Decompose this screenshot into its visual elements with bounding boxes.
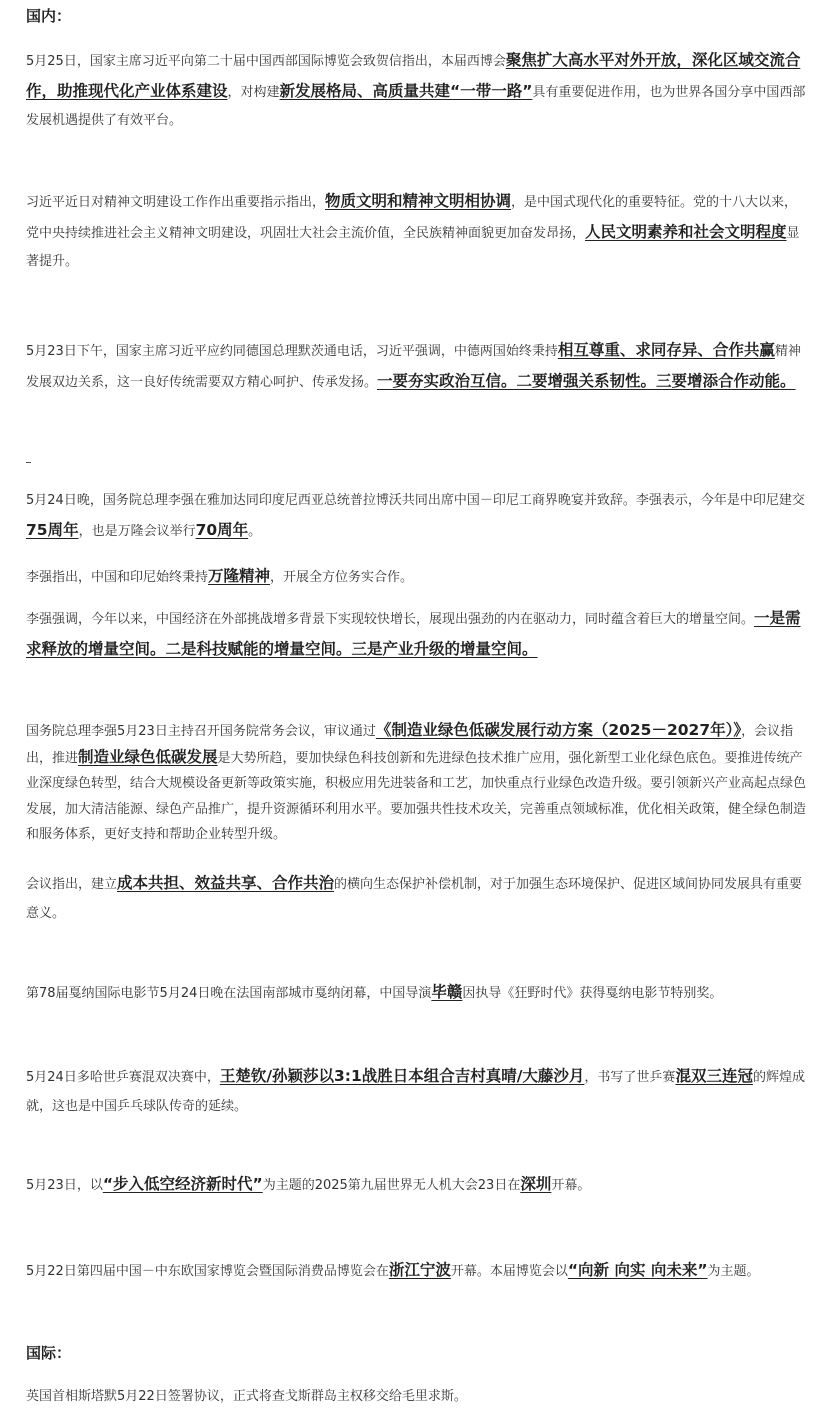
highlight-text: 一是需求释放的增量空间。二是科技赋能的增量空间。三是产业升级的增量空间。 — [26, 609, 801, 658]
text-run: 开幕。 — [551, 1178, 591, 1193]
text-run: ，开展全方位务实合作。 — [270, 570, 414, 585]
news-paragraph-bandung — [26, 562, 808, 593]
highlight-text: 毕赣 — [431, 983, 463, 1001]
text-run: 。 — [248, 523, 262, 539]
highlight-text: 70周年 — [195, 520, 249, 539]
text-run: 为主题。 — [707, 1264, 760, 1279]
highlight-text: 深圳 — [520, 1175, 552, 1193]
news-paragraph-xibo — [26, 46, 808, 136]
highlight-text: “向新 向实 向未来” — [567, 1261, 708, 1279]
text-run: 是大势所趋，要加快绿色科技创新和先进绿色技术推广应用，强化新型工业化绿色底色。要推进传统产业深度绿色转型，结合大规模设备更新等政策实施，积极应用先进装备和工艺，加快重点行业绿色改造升级。要引领新兴产业高起点绿色发展，加大清洁能源、绿色产品推广，提升资源循环利用水平。要加强共性技术攻关，完善重点领域标准，优化相关政策，健全绿色制造和服务体系，更好支持和帮助企业转型升级。 — [26, 750, 807, 842]
text-run: 习近平近日对精神文明建设工作作出重要指示指出， — [26, 195, 326, 210]
news-paragraph-eco-compensation — [26, 869, 808, 928]
text-run: 5月23日下午，国家主席习近平应约同德国总理默茨通电话，习近平强调，中德两国始终秉持 — [26, 344, 558, 359]
text-run: 5月23日，以 — [26, 1178, 103, 1193]
separator-dash — [26, 462, 31, 463]
text-run: 第78届戛纳国际电影节5月24日晚在法国南部城市戛纳闭幕，中国导演 — [26, 986, 432, 1001]
text-run: 开幕。本届博览会以 — [450, 1264, 568, 1279]
highlight-text: 人民文明素养和社会文明程度 — [585, 222, 787, 241]
text-run: 国务院总理李强5月23日主持召开国务院常务会议，审议通过 — [26, 724, 376, 739]
highlight-text: 万隆精神 — [208, 567, 271, 585]
news-paragraph-germany-call — [26, 336, 808, 397]
text-run: 的横向生态保护补偿机制，对于加强生态环境保护、促进区域间协同发展具有重要意义。 — [26, 877, 803, 921]
news-paragraph-drone-conference — [26, 1170, 808, 1201]
text-run: 英国首相斯塔默5月22日签署协议，正式将查戈斯群岛主权移交给毛里求斯。 — [26, 1389, 467, 1404]
text-run: 具有重要促进作用，也为世界各国分享中国西部发展机遇提供了有效平台。 — [26, 84, 806, 128]
section-heading-international: 国际： — [26, 1344, 72, 1362]
section-heading-domestic: 国内： — [26, 7, 72, 25]
highlight-text: “步入低空经济新时代” — [102, 1175, 263, 1193]
highlight-text: 混双三连冠 — [675, 1067, 753, 1085]
text-run: 为主题的2025第九届世界无人机大会23日在 — [262, 1178, 521, 1193]
highlight-text: 浙江宁波 — [388, 1261, 451, 1279]
text-run: ，对构建 — [227, 84, 280, 100]
news-paragraph-economy — [26, 604, 808, 665]
highlight-text: 成本共担、效益共享、合作共治 — [117, 874, 335, 892]
highlight-text: 一要夯实政治互信。二要增强关系韧性。三要增添合作动能。 — [377, 371, 796, 390]
text-run: ，是中国式现代化的重要特征。党的十八大以来，党中央持续推进社会主义精神文明建设，巩固壮大社会主流价值，全民族精神面貌更加奋发昂扬， — [26, 195, 798, 241]
news-paragraph-cee-expo — [26, 1256, 808, 1287]
highlight-text: 相互尊重、求同存异、合作共赢 — [557, 341, 775, 359]
text-run: 5月24日多哈世乒赛混双决赛中， — [26, 1070, 220, 1085]
highlight-text: 物质文明和精神文明相协调 — [325, 192, 512, 210]
news-paragraph-state-council — [26, 718, 808, 848]
text-run: ，会议指出，推进 — [26, 724, 794, 766]
highlight-text: 75周年 — [26, 520, 79, 539]
highlight-text: 聚焦扩大高水平对外开放，深化区域交流合作，助推现代化产业体系建设 — [26, 51, 801, 100]
text-run: 5月25日，国家主席习近平向第二十届中国西部国际博览会致贺信指出，本届西博会 — [26, 54, 506, 69]
text-run: 5月24日晚，国务院总理李强在雅加达同印度尼西亚总统普拉博沃共同出席中国－印尼工商界晚宴并致辞。李强表示，今年是中印尼建交 — [26, 493, 805, 508]
text-run: ，书写了世乒赛 — [584, 1070, 676, 1085]
news-paragraph-indonesia — [26, 487, 808, 546]
text-run: 显著提升。 — [26, 225, 800, 269]
text-run: 精神发展双边关系，这一良好传统需要双方精心呵护、传承发扬。 — [26, 344, 801, 390]
text-run: 李强指出，中国和印尼始终秉持 — [26, 570, 209, 585]
news-paragraph-table-tennis — [26, 1062, 808, 1121]
highlight-text: 新发展格局、高质量共建“一带一路” — [279, 81, 533, 100]
news-paragraph-cannes — [26, 978, 808, 1009]
text-run: 会议指出，建立 — [26, 877, 118, 892]
text-run: 5月22日第四届中国－中东欧国家博览会暨国际消费品博览会在 — [26, 1264, 389, 1279]
text-run: 因执导《狂野时代》获得戛纳电影节特别奖。 — [462, 986, 723, 1001]
highlight-text: 《制造业绿色低碳发展行动方案（2025－2027年）》 — [375, 721, 742, 739]
highlight-text: 制造业绿色低碳发展 — [78, 747, 218, 766]
highlight-text: 王楚钦/孙颖莎以3:1战胜日本组合吉村真晴/大藤沙月 — [219, 1067, 585, 1085]
text-run: 的辉煌成就，这也是中国乒乓球队传奇的延续。 — [26, 1070, 805, 1114]
news-paragraph-civilization — [26, 187, 808, 277]
text-run: ，也是万隆会议举行 — [78, 523, 196, 539]
news-paragraph-chagos — [26, 1383, 808, 1412]
text-run: 李强强调，今年以来，中国经济在外部挑战增多背景下实现较快增长，展现出强劲的内在驱动力，同时蕴含着巨大的增量空间。 — [26, 612, 755, 627]
